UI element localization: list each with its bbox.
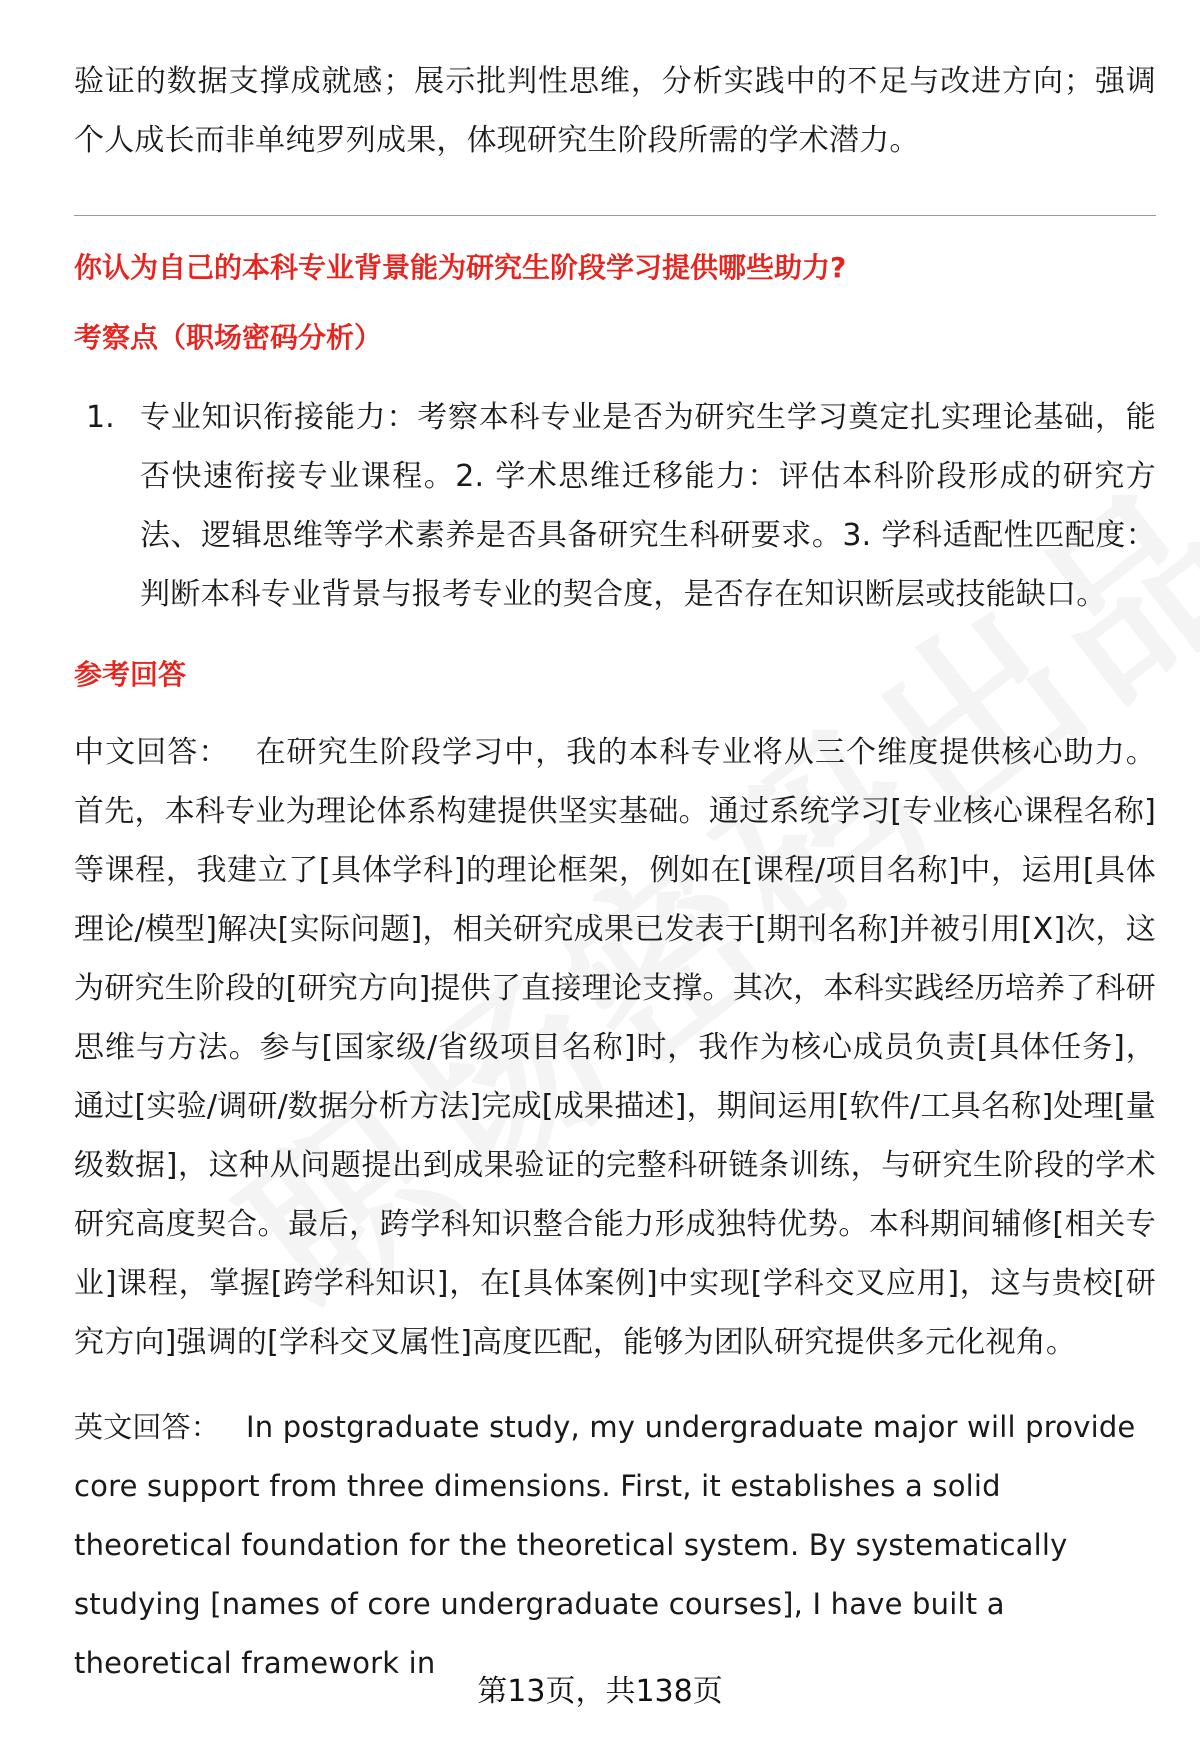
list-item-text: 专业知识衔接能力：考察本科专业是否为研究生学习奠定扎实理论基础，能否快速衔接专业课程。2. 学术思维迁移能力：评估本科阶段形成的研究方法、逻辑思维等学术素养是否具备研究生科研要求。3. 学科适配性匹配度：判断本科专业背景与报考专业的契合度，是否存在知识断层或技能缺口。 <box>140 400 1156 612</box>
answer-chinese-text: 在研究生阶段学习中，我的本科专业将从三个维度提供核心助力。首先，本科专业为理论体系构建提供坚实基础。通过系统学习[专业核心课程名称]等课程，我建立了[具体学科]的理论框架，例如在[课程/项目名称]中，运用[具体理论/模型]解决[实际问题]，相关研究成果已发表于[期刊名称]并被引用[X]次，这为研究生阶段的[研究方向]提供了直接理论支撑。其次，本科实践经历培养了科研思维与方法。参与[国家级/省级项目名称]时，我作为核心成员负责[具体任务]，通过[实验/调研/数据分析方法]完成[成果描述]，期间运用[软件/工具名称]处理[量级数据]，这种从问题提出到成果验证的完整科研链条训练，与研究生阶段的学术研究高度契合。最后，跨学科知识整合能力形成独特优势。本科期间辅修[相关专业]课程，掌握[跨学科知识]，在[具体案例]中实现[学科交叉应用]，这与贵校[研究方向]强调的[学科交叉属性]高度匹配，能够为团队研究提供多元化视角。 <box>74 735 1157 1360</box>
answer-chinese <box>74 723 1156 1372</box>
analysis-heading: 考察点（职场密码分析） <box>74 321 383 354</box>
question-title: 你认为自己的本科专业背景能为研究生阶段学习提供哪些助力? <box>74 251 847 284</box>
page-number: 第13页，共138页 <box>477 1674 723 1709</box>
reference-heading: 参考回答 <box>74 658 187 691</box>
intro-paragraph: 验证的数据支撑成就感；展示批判性思维，分析实践中的不足与改进方向；强调个人成长而非单纯罗列成果，体现研究生阶段所需的学术潜力。 <box>74 64 1156 158</box>
answer-english-label: 英文回答： <box>74 1410 221 1444</box>
list-item-number: 1. <box>86 400 115 435</box>
answer-english <box>74 1398 1156 1693</box>
answer-chinese-label: 中文回答： <box>74 735 230 770</box>
section-divider <box>74 215 1156 216</box>
answer-english-text: In postgraduate study, my undergraduate major will provide core support from three dimensions. First, it establishes a solid theoretical foundation for the theoretical system. By systematically studying [names of core undergraduate courses], I have built a theoretical framework in <box>74 1410 1136 1680</box>
list-item <box>74 388 1156 624</box>
document-body <box>74 52 1156 1693</box>
analysis-list <box>74 388 1156 624</box>
